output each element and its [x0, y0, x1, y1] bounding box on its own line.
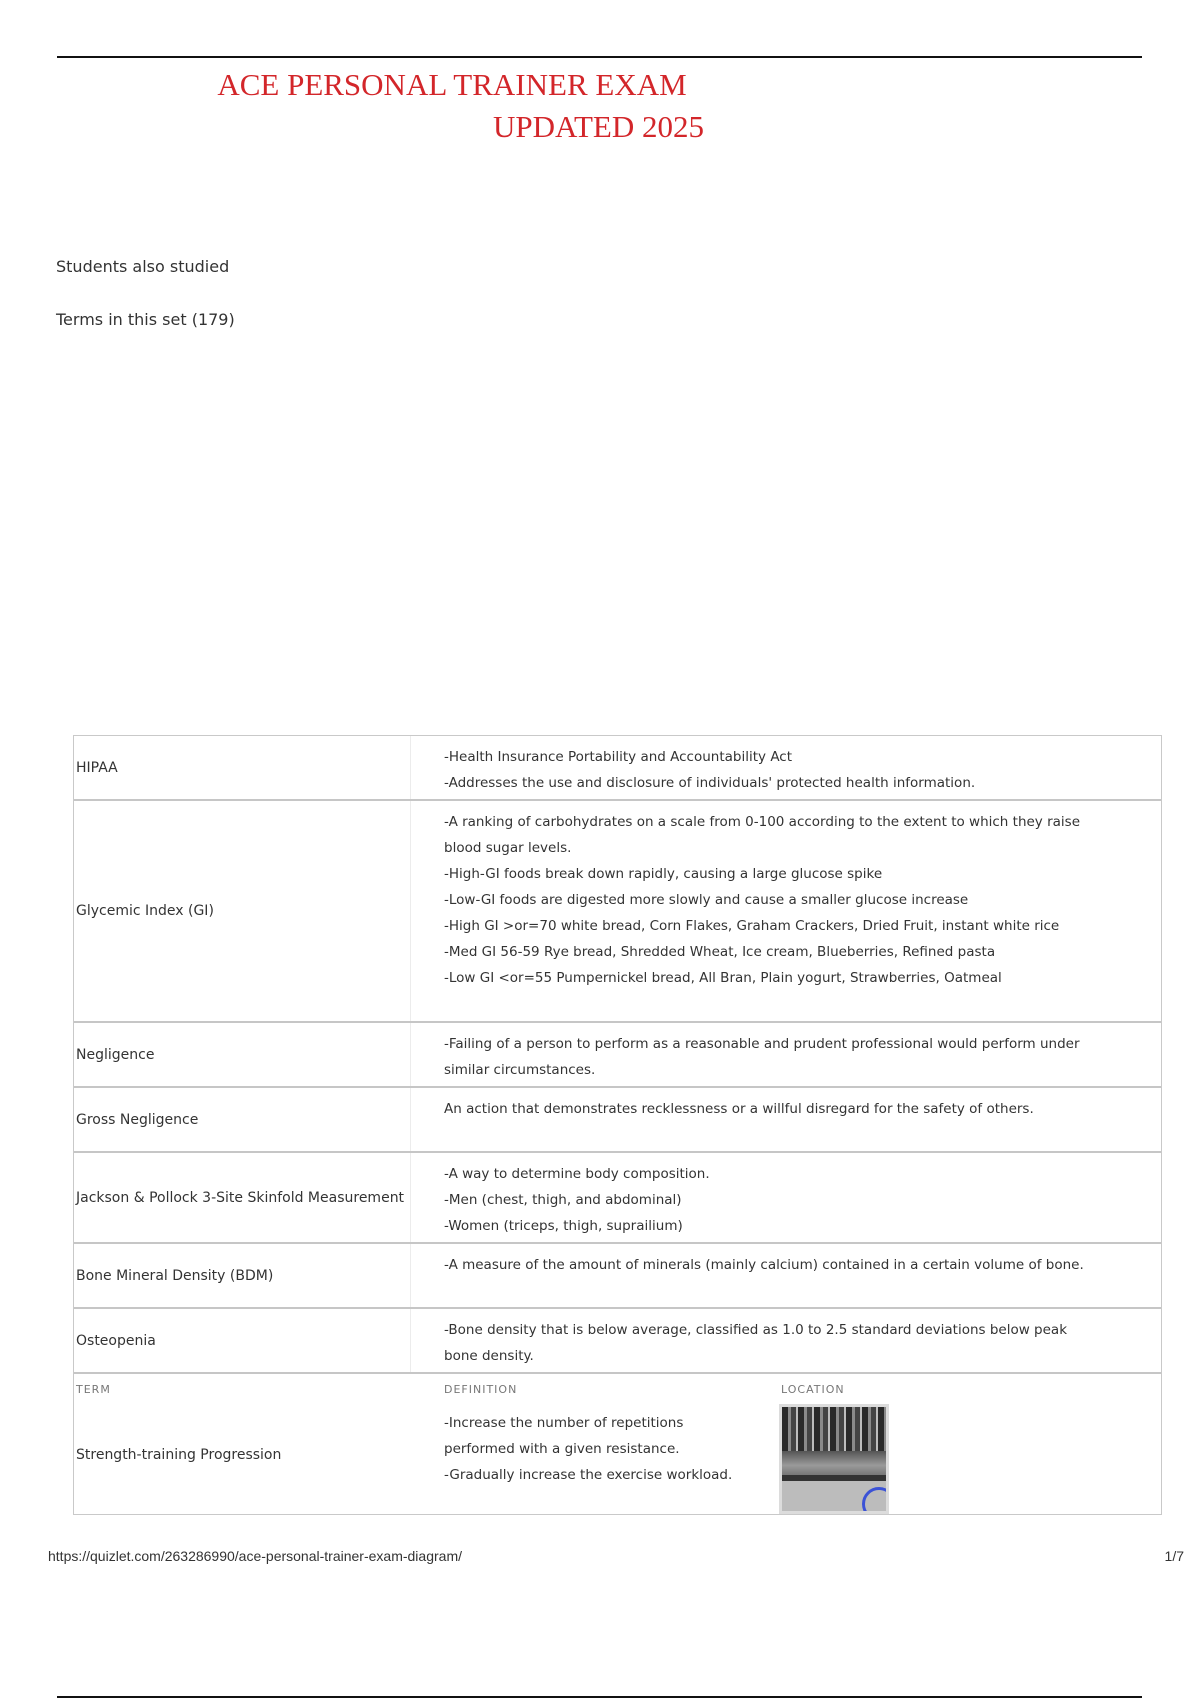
definition-line: -A measure of the amount of minerals (mainly calcium) contained in a certain volume of bone.	[444, 1257, 1084, 1273]
definition-line: -Med GI 56-59 Rye bread, Shredded Wheat, Ice cream, Blueberries, Refined pasta	[444, 944, 996, 960]
term-row	[74, 801, 1161, 1023]
term-row	[74, 736, 1161, 801]
title-line-1: ACE PERSONAL TRAINER EXAM	[217, 67, 687, 102]
term-label: Strength-training Progression	[76, 1447, 282, 1463]
definition-line: -A way to determine body composition.	[444, 1166, 710, 1182]
definition-line: -Increase the number of repetitions	[444, 1415, 684, 1431]
bottom-rule	[57, 1696, 1142, 1698]
title-line-2: UPDATED 2025	[493, 109, 704, 144]
terms-count: Terms in this set (179)	[56, 310, 235, 329]
term-row	[74, 1023, 1161, 1088]
term-definition	[411, 1088, 1161, 1151]
term-definition	[411, 1396, 779, 1514]
definition-line: -High GI >or=70 white bread, Corn Flakes, Graham Crackers, Dried Fruit, instant white rice	[444, 918, 1060, 934]
location-marker-icon	[862, 1487, 889, 1514]
definition-line: -Low-GI foods are digested more slowly and cause a smaller glucose increase	[444, 892, 969, 908]
term-label: Glycemic Index (GI)	[74, 801, 411, 1021]
term-definition	[411, 736, 1161, 799]
terms-table	[73, 735, 1162, 1515]
definition-line: -Women (triceps, thigh, suprailium)	[444, 1218, 683, 1234]
definition-line: An action that demonstrates recklessness or a willful disregard for the safety of others.	[444, 1101, 1034, 1117]
term-definition	[411, 1309, 1161, 1372]
definition-line: -Bone density that is below average, classified as 1.0 to 2.5 standard deviations below peak bone density.	[444, 1322, 1068, 1364]
location-cell	[779, 1396, 889, 1514]
definition-line: -Health Insurance Portability and Accountability Act	[444, 749, 793, 765]
header-definition: DEFINITION	[444, 1383, 518, 1396]
definition-line: -A ranking of carbohydrates on a scale from 0-100 according to the extent to which they raise blood sugar levels.	[444, 814, 1081, 856]
definition-line: -Men (chest, thigh, and abdominal)	[444, 1192, 682, 1208]
students-also-studied: Students also studied	[56, 257, 230, 276]
footer-url: https://quizlet.com/263286990/ace-personal-trainer-exam-diagram/	[48, 1548, 462, 1564]
definition-line: -Gradually increase the exercise workload.	[444, 1467, 733, 1483]
term-label: Bone Mineral Density (BDM)	[74, 1244, 411, 1307]
diagram-header-row	[74, 1374, 1161, 1396]
definition-line: -High-GI foods break down rapidly, causing a large glucose spike	[444, 866, 883, 882]
header-term: TERM	[76, 1383, 111, 1396]
definition-line: -Failing of a person to perform as a reasonable and prudent professional would perform under similar circumstances.	[444, 1036, 1080, 1078]
definition-line: -Low GI <or=55 Pumpernickel bread, All Bran, Plain yogurt, Strawberries, Oatmeal	[444, 970, 1002, 986]
term-row	[74, 1088, 1161, 1153]
term-row	[74, 1244, 1161, 1309]
term-definition	[411, 1023, 1161, 1086]
diagram-term-row	[74, 1396, 1161, 1514]
term-definition	[411, 801, 1161, 1021]
page-number: 1/7	[1164, 1548, 1184, 1564]
term-row	[74, 1153, 1161, 1244]
header-location: LOCATION	[781, 1383, 845, 1396]
term-label: Negligence	[74, 1023, 411, 1086]
document-title	[200, 64, 704, 148]
location-image[interactable]	[779, 1404, 889, 1514]
term-definition	[411, 1153, 1161, 1242]
term-row	[74, 1309, 1161, 1374]
definition-line: performed with a given resistance.	[444, 1441, 680, 1457]
term-label: Jackson & Pollock 3-Site Skinfold Measurement	[74, 1153, 411, 1242]
term-definition	[411, 1244, 1161, 1307]
definition-line: -Addresses the use and disclosure of individuals' protected health information.	[444, 775, 976, 791]
term-label: Osteopenia	[74, 1309, 411, 1372]
top-rule	[57, 56, 1142, 58]
term-label: Gross Negligence	[74, 1088, 411, 1151]
term-label: HIPAA	[74, 736, 411, 799]
